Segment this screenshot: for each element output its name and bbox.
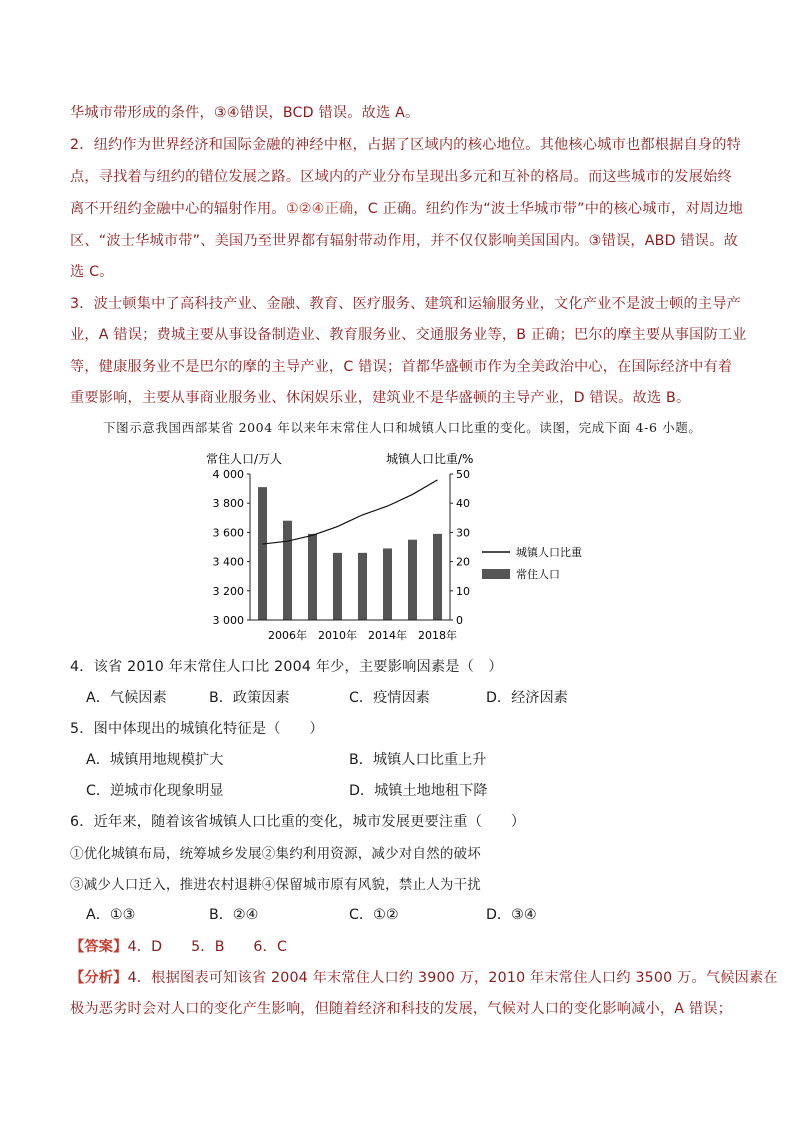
- left-tick-label: 3 000: [212, 614, 244, 627]
- right-tick-label: 50: [456, 468, 470, 481]
- q5-option-b[interactable]: B．城镇人口比重上升: [349, 752, 487, 768]
- q5-option-a[interactable]: A．城镇用地规模扩大: [86, 752, 224, 768]
- bar-2016: [408, 540, 417, 620]
- x-tick-label: 2006年: [268, 629, 307, 642]
- q6-stem: 6．近年来，随着该省城镇人口比重的变化，城市发展更要注重（ ）: [70, 814, 526, 830]
- right-axis-label: 城镇人口比重/%: [386, 452, 474, 466]
- analysis-bottom-1: [70, 967, 778, 987]
- q5-option-c[interactable]: C．逆城市化现象明显: [86, 783, 224, 799]
- x-tick-label: 2010年: [318, 629, 357, 642]
- analysis-line-10: 重要影响，主要从事商业服务业、休闲娱乐业，建筑业不是华盛顿的主导产业，D 错误。故选 B。: [70, 390, 691, 406]
- analysis-line-4c: ，C 正确。纽约作为“波士华城市带”中的核心城市，对周边地: [353, 201, 743, 217]
- bar-2018: [433, 534, 442, 620]
- right-tick-label: 10: [456, 584, 470, 598]
- population-chart: [200, 448, 600, 648]
- bar-2008: [308, 534, 317, 620]
- right-tick-label: 20: [456, 555, 470, 569]
- analysis-line-8: 业，A 错误；费城主要从事设备制造业、教育服务业、交通服务业等，B 正确；巴尔的摩主要从事国防工业: [70, 327, 747, 343]
- q6-option-c[interactable]: C．①②: [349, 907, 399, 923]
- analysis-line-6: 选 C。: [70, 264, 114, 280]
- analysis-line-1: 华城市带形成的条件，③④错误，BCD 错误。故选 A。: [70, 105, 420, 121]
- q6-option-a[interactable]: A．①③: [86, 907, 136, 923]
- left-tick-label: 3 400: [212, 555, 244, 569]
- bar-2014: [383, 548, 392, 620]
- analysis-line-4: [70, 198, 743, 218]
- left-axis-label: 常住人口/万人: [206, 452, 283, 466]
- right-tick-label: 30: [456, 526, 470, 540]
- analysis-tag: 【分析】: [70, 970, 128, 986]
- left-tick-label: 3 800: [212, 497, 244, 511]
- legend-line-label: 城镇人口比重: [516, 546, 582, 559]
- answer-tag: 【答案】: [70, 939, 128, 955]
- legend-bar-label: 常住人口: [516, 568, 560, 581]
- x-tick-label: 2014年: [368, 629, 407, 642]
- analysis-line-5: 区、“波士华城市带”、美国乃至世界都有辐射带动作用，并不仅仅影响美国国内。③错误，ABD 错误。故: [70, 233, 738, 249]
- analysis-line-3: 点，寻找着与纽约的错位发展之路。区域内的产业分布呈现出多元和互补的格局。而这些城市的发展始终: [70, 169, 732, 185]
- left-tick-label: 4 000: [212, 468, 244, 481]
- analysis-bottom-1-text: 4．根据图表可知该省 2004 年末常住人口约 3900 万，2010 年末常住人口约 3500 万。气候因素在: [127, 970, 778, 986]
- q5-option-d[interactable]: D．城镇土地地租下降: [349, 783, 488, 799]
- q6-statements-2: ③减少人口迁入，推进农村退耕④保留城市原有风貌，禁止人为干扰: [70, 877, 481, 893]
- analysis-line-4b: ①②④正确: [285, 201, 354, 217]
- q5-stem: 5．图中体现出的城镇化特征是（ ）: [70, 721, 324, 737]
- q4-option-d[interactable]: D．经济因素: [486, 690, 568, 706]
- analysis-bottom-2: 极为恶劣时会对人口的变化产生影响，但随着经济和科技的发展，气候对人口的变化影响减小，A 错误；: [70, 1001, 733, 1017]
- analysis-line-7: 3．波士顿集中了高科技产业、金融、教育、医疗服务、建筑和运输服务业，文化产业不是波士顿的主导产: [70, 296, 742, 312]
- bar-2012: [358, 553, 367, 620]
- legend-bar-swatch: [482, 569, 510, 579]
- analysis-line-2: 2．纽约作为世界经济和国际金融的神经中枢，占据了区域内的核心地位。其他核心城市也都根据自身的特: [70, 137, 742, 153]
- left-tick-label: 3 600: [212, 526, 244, 540]
- analysis-line-9: 等，健康服务业不是巴尔的摩的主导产业，C 错误；首都华盛顿市作为全美政治中心，在国际经济中有着: [70, 359, 733, 375]
- q4-option-c[interactable]: C．疫情因素: [349, 690, 430, 706]
- question-intro: 下图示意我国西部某省 2004 年以来年末常住人口和城镇人口比重的变化。读图，完成下面 4-6 小题。: [103, 420, 702, 435]
- x-tick-label: 2018年: [418, 629, 457, 642]
- q4-option-a[interactable]: A．气候因素: [86, 690, 167, 706]
- right-tick-label: 40: [456, 497, 470, 511]
- answer-text: 4．D 5．B 6．C: [127, 939, 288, 955]
- q6-statements-1: ①优化城镇布局，统筹城乡发展②集约利用资源，减少对自然的破坏: [70, 846, 481, 862]
- q6-option-d[interactable]: D．③④: [486, 907, 537, 923]
- bar-2010: [333, 553, 342, 620]
- q4-stem: 4．该省 2010 年末常住人口比 2004 年少，主要影响因素是（ ）: [70, 659, 503, 675]
- q6-option-b[interactable]: B．②④: [209, 907, 259, 923]
- answer-line: [70, 936, 287, 956]
- q4-option-b[interactable]: B．政策因素: [209, 690, 290, 706]
- right-tick-label: 0: [456, 614, 463, 627]
- bar-2004: [258, 487, 267, 620]
- left-tick-label: 3 200: [212, 584, 244, 598]
- analysis-line-4a: 离不开纽约金融中心的辐射作用。: [70, 201, 286, 217]
- bar-2006: [283, 521, 292, 620]
